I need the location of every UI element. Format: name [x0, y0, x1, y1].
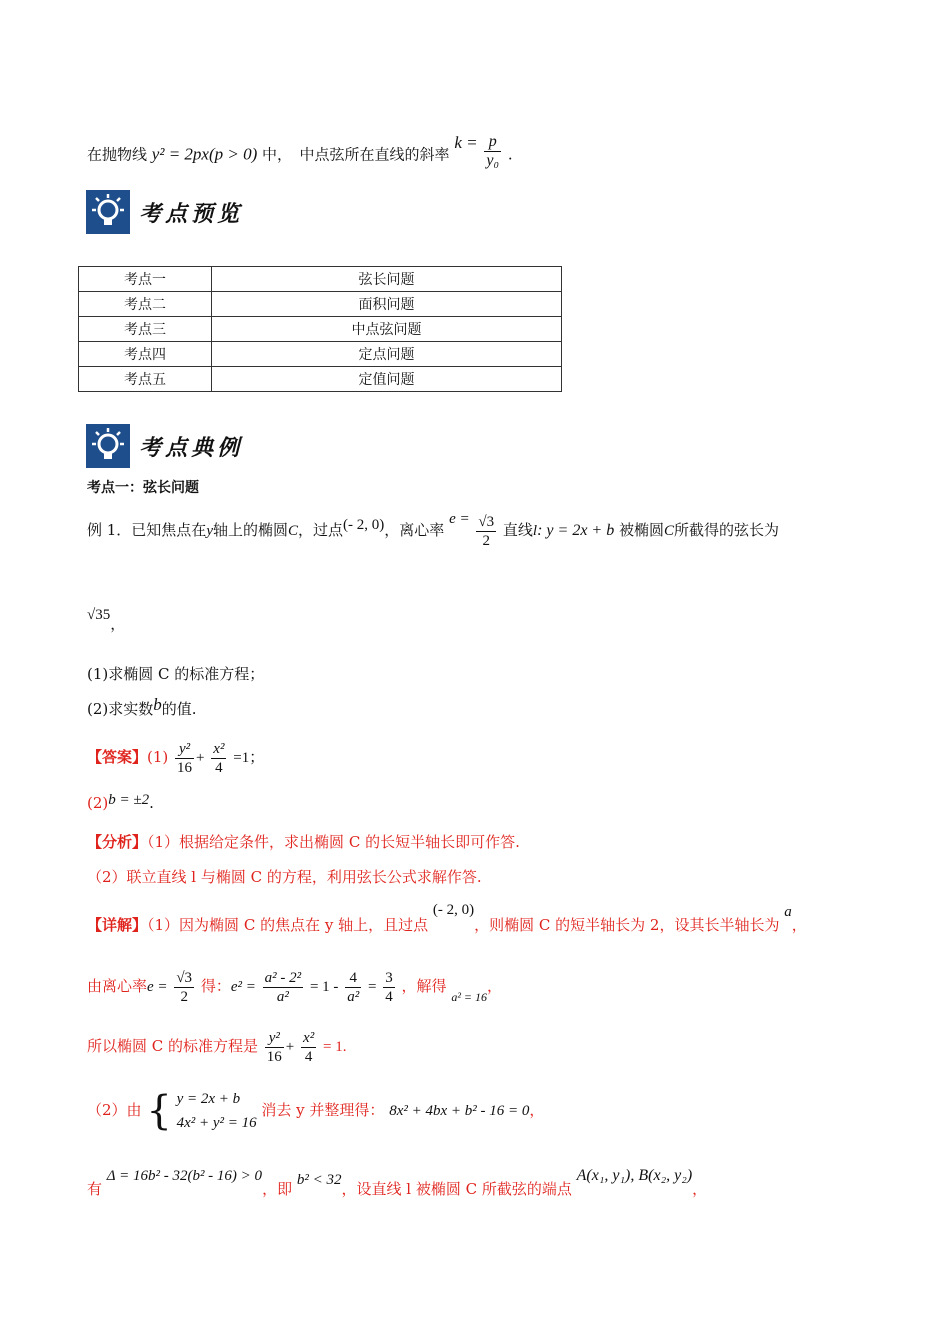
fraction-denominator: 16: [177, 759, 193, 776]
var-C: C: [664, 523, 675, 539]
detail-text: ，: [692, 1180, 708, 1198]
topic-label: 考点三: [79, 317, 212, 342]
detail-line-2: [87, 962, 502, 1011]
eccentricity-lhs: e =: [147, 979, 168, 995]
detail-text: ，: [791, 916, 807, 934]
eccentricity-denominator: 2: [482, 532, 490, 549]
detail-text: （1）因为椭圆 C 的焦点在 y 轴上，且过点: [147, 916, 429, 934]
plus-sign: +: [196, 750, 205, 766]
table-row: [79, 367, 562, 392]
detail-text: ，: [529, 1101, 545, 1119]
analysis-label: 【分析】: [87, 833, 148, 851]
b-squared-inequality: b² < 32: [296, 1172, 342, 1188]
lightbulb-icon: [86, 190, 130, 234]
intro-mid: 中， 中点弦所在直线的斜率: [262, 145, 450, 164]
topic-label: 考点五: [79, 367, 212, 392]
chord-length-line: [87, 604, 126, 633]
answer-text: .: [149, 794, 154, 812]
example-text: 所截得的弦长为: [674, 521, 780, 539]
answer-equation: b = ±2: [108, 792, 150, 808]
fraction-denominator: a²: [276, 988, 289, 1005]
detail-text: ，则椭圆 C 的短半轴长为 2，设其长半轴长为: [474, 916, 780, 934]
eccentricity-lhs: e =: [449, 511, 470, 527]
var-y: y: [206, 523, 213, 539]
analysis-line-2: （2）联立直线 l 与椭圆 C 的方程，利用弦长公式求解作答.: [87, 868, 482, 886]
line-equation: : y = 2x + b: [537, 522, 615, 539]
intro-end: .: [507, 145, 513, 164]
analysis-text: （1）根据给定条件，求出椭圆 C 的长短半轴长即可作答.: [147, 833, 520, 851]
equation-system: [177, 1087, 257, 1135]
analysis-line-1: [87, 832, 520, 852]
result-a-squared: a² = 16: [451, 990, 488, 1004]
section-heading-preview: [86, 190, 243, 234]
var-b: b: [153, 695, 162, 714]
detail-text: 有: [87, 1180, 103, 1198]
fraction-numerator: a² - 2²: [264, 969, 302, 986]
chord-length: √35: [87, 607, 111, 623]
point: (- 2, 0): [432, 902, 475, 918]
topic-label: 考点二: [79, 292, 212, 317]
system-equation-2: 4x² + y² = 16: [176, 1115, 257, 1131]
eccentricity-fraction: [476, 513, 496, 550]
topic-name: 定点问题: [212, 342, 562, 367]
system-equation-1: y = 2x + b: [176, 1091, 241, 1107]
section-title: 考点典例: [139, 434, 244, 461]
fraction-numerator: x²: [213, 740, 225, 757]
slope-denominator: y₀: [486, 152, 500, 169]
example-text: 的值.: [161, 700, 197, 718]
detail-line-4: [87, 1082, 544, 1139]
var-a: a: [784, 904, 792, 920]
fraction-numerator: y²: [175, 740, 194, 759]
fraction-x: [301, 1029, 316, 1066]
equals-text: =: [367, 979, 377, 995]
fraction-denominator: 4: [215, 759, 223, 776]
parabola-equation: y² = 2px(p > 0): [151, 144, 258, 164]
topic-label: 考点一: [79, 267, 212, 292]
lightbulb-icon: [86, 424, 130, 468]
example-statement: [87, 502, 779, 559]
subheading: 考点一：弦长问题: [87, 480, 199, 496]
example-text: ，: [110, 615, 126, 633]
discriminant-inequality: Δ = 16b² - 32(b² - 16) > 0: [106, 1168, 263, 1184]
intro-prefix: 在抛物线: [87, 145, 148, 164]
example-text: ，离心率: [384, 521, 445, 539]
detail-text: ，即: [262, 1180, 293, 1198]
detail-text: ，: [487, 977, 503, 995]
fraction-c: [383, 969, 395, 1006]
fraction-denominator: 2: [180, 988, 188, 1005]
topic-label: 考点四: [79, 342, 212, 367]
topic-name: 面积问题: [212, 292, 562, 317]
answer-text: (2): [87, 794, 109, 812]
answer-line-1: [87, 737, 264, 778]
eccentricity-numerator: √3: [478, 513, 495, 530]
table-row: [79, 267, 562, 292]
slope-lhs: k =: [454, 132, 478, 152]
table-row: [79, 317, 562, 342]
fraction-a: [263, 969, 304, 1006]
detail-text: （2）由: [87, 1101, 142, 1119]
detail-text: 消去 y 并整理得：: [261, 1101, 385, 1119]
section-title: 考点预览: [139, 200, 244, 227]
section-heading-examples: [86, 424, 243, 468]
fraction-denominator: 4: [304, 1048, 313, 1065]
var-l: l: [532, 523, 538, 539]
example-text: ，过点: [298, 521, 344, 539]
brace-icon: {: [146, 1088, 172, 1134]
fraction-denominator: a²: [347, 988, 360, 1005]
fraction-numerator: √3: [176, 969, 193, 986]
detail-text: 由离心率: [87, 977, 148, 995]
topics-table: [78, 266, 562, 392]
point: (- 2, 0): [343, 517, 385, 533]
fraction-numerator: x²: [303, 1029, 315, 1046]
detail-text: ，解得: [401, 977, 447, 995]
example-text: (2)求实数: [87, 700, 154, 718]
table-row: [79, 292, 562, 317]
question-2: [87, 695, 197, 719]
topic-name: 定值问题: [212, 367, 562, 392]
slope-numerator: p: [484, 133, 501, 152]
endpoints: A(x₁, y₁), B(x₂, y₂): [576, 1167, 693, 1184]
table-row: [79, 342, 562, 367]
topic-name: 中点弦问题: [212, 317, 562, 342]
slope-fraction: [484, 133, 501, 170]
fraction-numerator: y²: [265, 1029, 284, 1048]
plus-sign: +: [285, 1039, 295, 1055]
detail-text: 所以椭圆 C 的标准方程是: [87, 1037, 259, 1055]
answer-label: 【答案】: [87, 748, 148, 766]
detail-line-1: [87, 900, 807, 951]
fraction-y: [265, 1029, 284, 1066]
detail-line-3: [87, 1022, 346, 1071]
question-1: (1)求椭圆 C 的标准方程；: [87, 665, 265, 683]
example-text: 轴上的椭圆: [212, 521, 288, 539]
answer-line-2: [87, 793, 154, 814]
detail-text: ，设直线 l 被椭圆 C 所截弦的端点: [341, 1180, 572, 1198]
fraction-denominator: 16: [266, 1048, 282, 1065]
fraction-numerator: 3: [385, 969, 393, 986]
intro-line: [87, 132, 513, 174]
detail-text: 得：: [200, 977, 231, 995]
fraction-denominator: 4: [385, 988, 393, 1005]
var-C: C: [288, 523, 299, 539]
detail-line-5: [87, 1164, 707, 1215]
equals-text: = 1 -: [309, 979, 339, 995]
detail-text: = 1.: [322, 1039, 347, 1055]
eccentricity-fraction: [174, 969, 194, 1006]
answer-text: (1): [147, 748, 169, 766]
fraction-numerator: 4: [345, 969, 361, 988]
topic-name: 弦长问题: [212, 267, 562, 292]
detail-label: 【详解】: [87, 916, 148, 934]
example-text: 例 1．已知焦点在: [87, 521, 207, 539]
answer-text: =1；: [233, 750, 265, 766]
example-text: 被椭圆: [619, 521, 665, 539]
e-squared: e² =: [230, 979, 256, 995]
fraction-b: [345, 969, 361, 1006]
answer-fraction-y: [175, 740, 194, 777]
example-text: 直线: [502, 521, 533, 539]
answer-fraction-x: [211, 740, 226, 777]
quadratic-equation: 8x² + 4bx + b² - 16 = 0: [389, 1103, 530, 1119]
